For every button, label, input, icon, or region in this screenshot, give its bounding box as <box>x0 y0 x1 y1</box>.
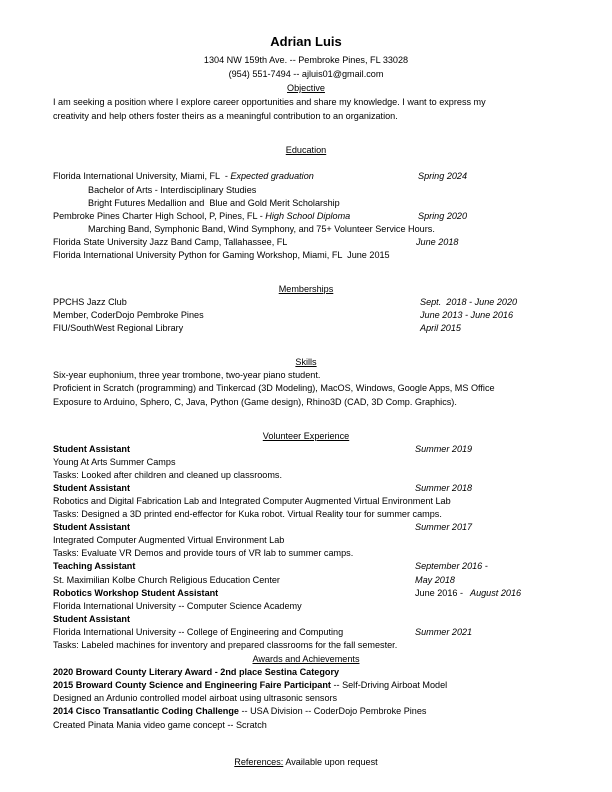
references-value: Available upon request <box>283 756 378 767</box>
section-heading-memberships-label: Memberships <box>278 284 334 295</box>
volunteer-date-4: September 2016 - <box>415 561 488 572</box>
education-date-3: June 2018 <box>416 236 459 247</box>
membership-item <box>53 322 559 335</box>
page-title: Adrian Luis <box>270 34 342 49</box>
contact-line: (954) 551-7494 -- ajluis01@gmail.com <box>228 69 384 79</box>
objective-line-1: I am seeking a position where I explore career opportunities and share my knowledge. I want to express my <box>53 97 486 107</box>
volunteer-entry-title <box>53 560 559 573</box>
section-heading-objective <box>53 81 559 95</box>
spacer <box>53 262 559 282</box>
volunteer-entry-title <box>53 521 559 534</box>
membership-date: April 2015 <box>420 323 461 334</box>
volunteer-entry-title <box>53 482 559 495</box>
references-label: References: <box>234 756 284 767</box>
membership-item <box>53 309 559 322</box>
education-date-1: Spring 2024 <box>418 171 468 182</box>
award-title-2: 2015 Broward County Science and Engineering Faire Participant <box>53 680 331 691</box>
volunteer-title-5: Robotics Workshop Student Assistant <box>53 587 219 598</box>
volunteer-org-3: Integrated Computer Augmented Virtual Environment Lab <box>53 535 285 546</box>
education-school-2: Pembroke Pines Charter High School, P, Pines, FL - <box>53 210 266 221</box>
education-date-2: Spring 2020 <box>418 210 468 221</box>
volunteer-title-2: Student Assistant <box>53 482 130 493</box>
volunteer-title-4: Teaching Assistant <box>53 561 136 572</box>
section-heading-skills-label: Skills <box>295 357 317 368</box>
volunteer-org-6 <box>53 626 559 639</box>
award-sub-2: Designed an Ardunio controlled model airboat using ultrasonic sensors <box>53 693 338 704</box>
award-item-2 <box>53 679 559 692</box>
volunteer-org-5: Florida International University -- Computer Science Academy <box>53 600 302 611</box>
membership-name: FIU/SouthWest Regional Library <box>53 323 184 334</box>
volunteer-org-6-label: Florida International University -- College of Engineering and Computing <box>53 626 344 637</box>
volunteer-date-2: Summer 2018 <box>415 482 473 493</box>
volunteer-title-3: Student Assistant <box>53 522 130 533</box>
section-heading-education-label: Education <box>285 145 327 156</box>
award-title-1: 2020 Broward County Literary Award - 2nd place Sestina Category <box>53 667 340 678</box>
skills-line-1: Six-year euphonium, three year trombone, two-year piano student. <box>53 370 321 381</box>
volunteer-entry-title <box>53 613 559 626</box>
volunteer-tasks-1: Tasks: Looked after children and cleaned up classrooms. <box>53 469 282 480</box>
education-sub-2a: Marching Band, Symphonic Band, Wind Symphony, and 75+ Volunteer Service Hours. <box>88 223 435 234</box>
objective-line-2: creativity and help others foster theirs as a meaningful contribution to an organization. <box>53 111 398 122</box>
volunteer-date-5-start: June 2016 - <box>415 587 466 598</box>
skills-line-3: Exposure to Arduino, Sphero, C, Java, Python (Game design), Rhino3D (CAD, 3D Comp. Graphics). <box>53 396 457 407</box>
volunteer-date-3: Summer 2017 <box>415 522 473 533</box>
education-entry-4: Florida International University Python for Gaming Workshop, Miami, FL June 2015 <box>53 249 390 260</box>
education-sub-1a: Bachelor of Arts - Interdisciplinary Studies <box>88 184 257 195</box>
volunteer-tasks-3: Tasks: Evaluate VR Demos and provide tours of VR lab to summer camps. <box>53 548 354 559</box>
volunteer-org-2: Robotics and Digital Fabrication Lab and Integrated Computer Augmented Virtual Environment Lab <box>53 496 451 506</box>
volunteer-entry-title <box>53 587 559 600</box>
volunteer-entry-title <box>53 443 559 456</box>
spacer <box>53 157 559 170</box>
resume-body <box>53 33 559 769</box>
award-detail-2: -- Self-Driving Airboat Model <box>330 680 448 691</box>
volunteer-org-1: Young At Arts Summer Camps <box>53 456 176 467</box>
section-heading-skills <box>53 355 559 369</box>
section-heading-volunteer <box>53 429 559 443</box>
award-item-3 <box>53 705 559 718</box>
membership-name: Member, CoderDojo Pembroke Pines <box>53 310 204 321</box>
section-heading-awards <box>53 652 559 666</box>
volunteer-date-5-end: August 2016 <box>470 587 522 598</box>
spacer <box>53 732 559 752</box>
volunteer-title-6: Student Assistant <box>53 613 130 624</box>
education-sub-1b: Bright Futures Medallion and Blue and Gold Merit Scholarship <box>88 197 340 208</box>
address-line: 1304 NW 159th Ave. -- Pembroke Pines, FL 33028 <box>203 55 409 65</box>
volunteer-org-4 <box>53 574 559 587</box>
volunteer-tasks-6: Tasks: Labeled machines for inventory and prepared classrooms for the fall semester. <box>53 640 398 651</box>
spacer <box>53 335 559 355</box>
education-detail-1: Expected graduation <box>230 171 314 182</box>
references-line <box>53 756 559 769</box>
award-item-1 <box>53 666 559 679</box>
education-entry-3 <box>53 236 559 249</box>
membership-item <box>53 296 559 309</box>
award-title-3: 2014 Cisco Transatlantic Coding Challenge <box>53 706 239 717</box>
award-sub-3: Created Pinata Mania video game concept -- Scratch <box>53 719 267 730</box>
spacer <box>53 409 559 429</box>
education-entry-2 <box>53 210 559 223</box>
education-school-1: Florida International University, Miami, FL - <box>53 171 231 182</box>
education-school-3: Florida State University Jazz Band Camp, Tallahassee, FL <box>53 236 288 247</box>
section-heading-volunteer-label: Volunteer Experience <box>262 430 350 441</box>
volunteer-date-6: Summer 2021 <box>415 626 473 637</box>
section-heading-education <box>53 143 559 157</box>
section-heading-memberships <box>53 282 559 296</box>
volunteer-date-1: Summer 2019 <box>415 443 473 454</box>
volunteer-tasks-2: Tasks: Designed a 3D printed end-effector for Kuka robot. Virtual Reality tour for summer camps. <box>53 509 442 520</box>
section-heading-objective-label: Objective <box>287 83 325 93</box>
membership-date: Sept. 2018 - June 2020 <box>420 297 518 308</box>
education-entry-1 <box>53 170 559 183</box>
spacer <box>53 123 559 143</box>
membership-date: June 2013 - June 2016 <box>420 310 514 321</box>
section-heading-awards-label: Awards and Achievements <box>252 654 360 665</box>
skills-line-2: Proficient in Scratch (programming) and Tinkercad (3D Modeling), MacOS, Windows, Google Apps, MS Office <box>53 383 495 394</box>
award-detail-3: -- USA Division -- CoderDojo Pembroke Pines <box>238 706 427 717</box>
education-detail-2: High School Diploma <box>265 210 351 221</box>
membership-name: PPCHS Jazz Club <box>53 297 127 308</box>
volunteer-title-1: Student Assistant <box>53 443 130 454</box>
volunteer-date-4-end: May 2018 <box>415 574 455 585</box>
volunteer-org-4-label: St. Maximilian Kolbe Church Religious Education Center <box>53 574 280 585</box>
